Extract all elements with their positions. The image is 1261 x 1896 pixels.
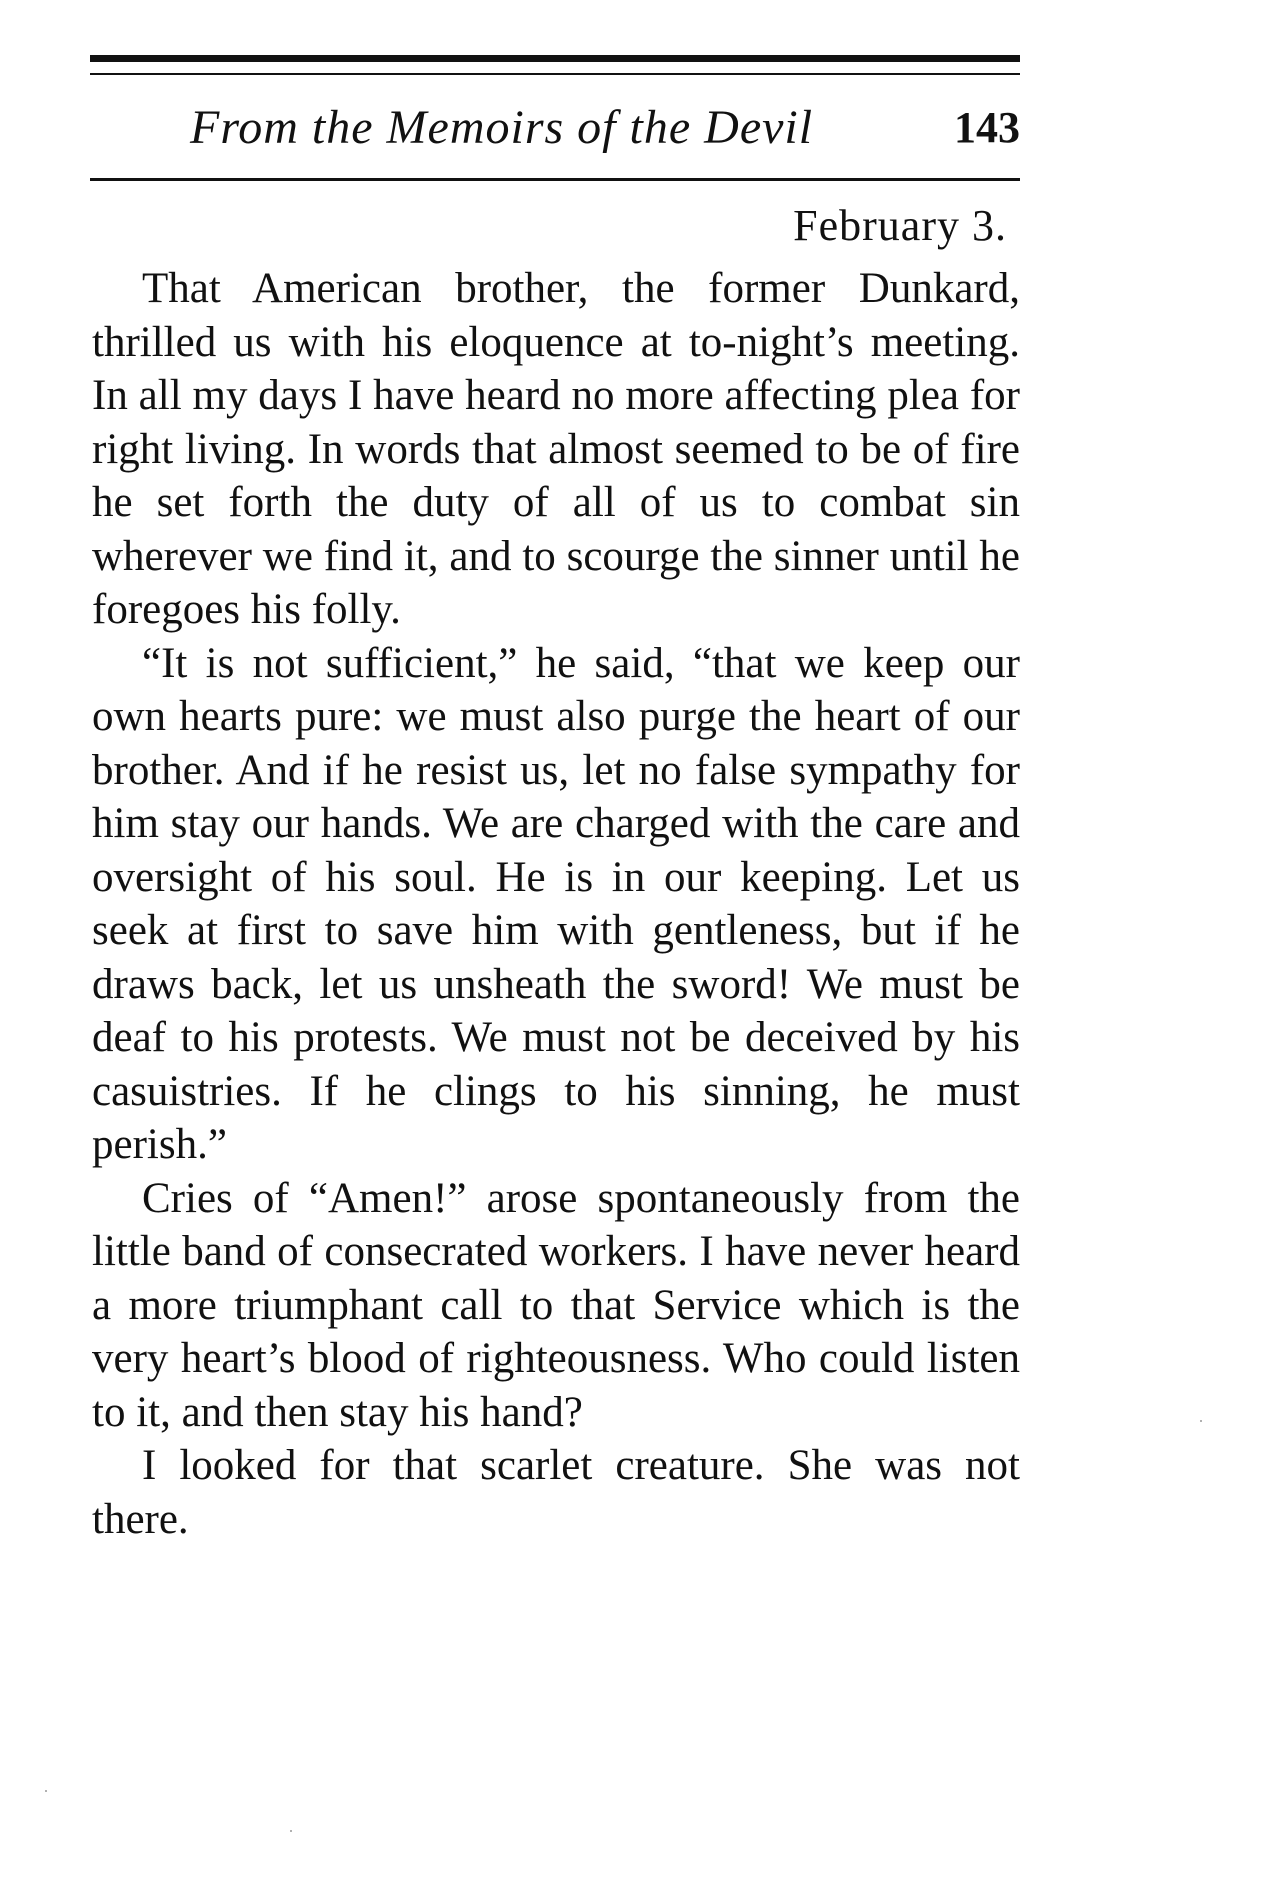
entry-date: February 3. [793, 201, 1007, 250]
paragraph: I looked for that scarlet creature. She was not there. [92, 1442, 1020, 1543]
body-text [92, 262, 1020, 1546]
paragraph: That American brother, the former Dunkard, thrilled us with his eloquence at to-night’s meeting. In all my days I have heard no more affecting plea for right living. In words that almost seemed to be of fire he set forth the duty of all of us to combat sin wherever we find it, and to scourge the sinner until he foregoes his folly. [92, 265, 1020, 633]
paper-speck [45, 1790, 47, 1792]
paper-speck [1200, 1420, 1202, 1422]
header-double-rule-thick [90, 55, 1020, 62]
running-title: From the Memoirs of the Devil [190, 101, 814, 154]
paragraph: Cries of “Amen!” arose spontaneously from the little band of consecrated workers. I have never heard a more triumphant call to that Service which is the very heart’s blood of righteousness. Who could listen to it, and then stay his hand? [92, 1174, 1020, 1436]
paragraph: “It is not sufficient,” he said, “that we keep our own hearts pure: we must also purge the heart of our brother. And if he resist us, let no false sympathy for him stay our hands. We are charged with the care and oversight of his soul. He is in our keeping. Let us seek at first to save him with gentleness, but if he draws back, let us unsheath the sword! We must be deaf to his protests. We must not be deceived by his casuistries. If he clings to his sinning, he must perish.” [92, 639, 1020, 1168]
running-head [90, 100, 1020, 160]
paper-speck [290, 1830, 292, 1832]
header-bottom-rule [90, 178, 1020, 181]
page-number: 143 [954, 103, 1020, 152]
header-double-rule-thin [90, 73, 1020, 75]
